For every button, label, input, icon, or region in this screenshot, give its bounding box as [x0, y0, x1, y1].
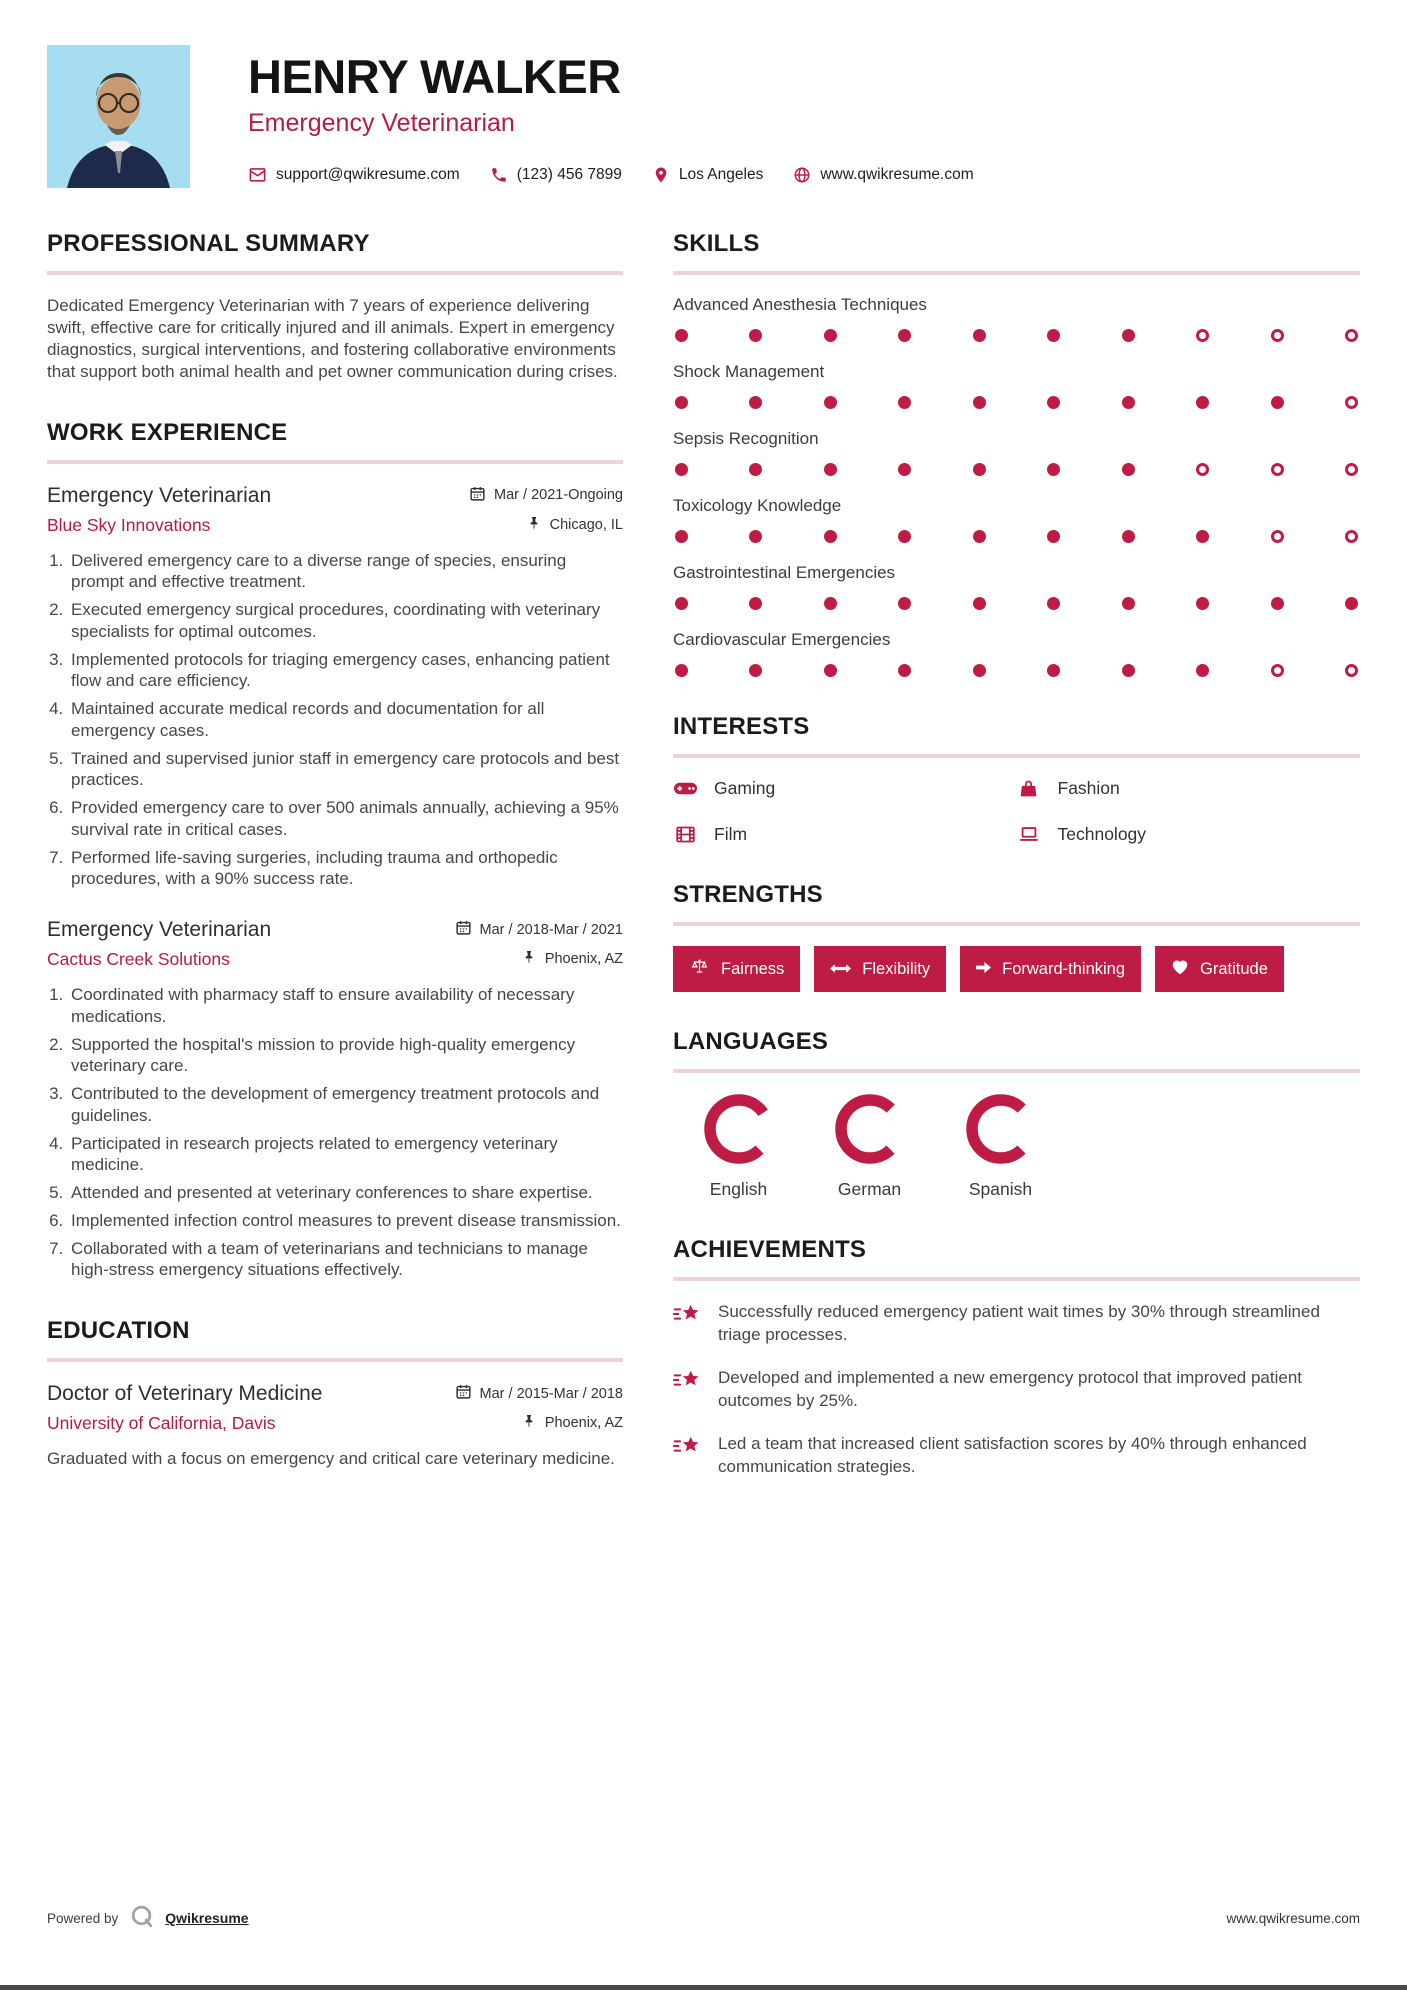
job-bullet: 7. Performed life-saving surgeries, including trauma and orthopedic procedures, with a 90% success rate.: [68, 847, 623, 891]
strength-label: Forward-thinking: [1002, 959, 1126, 978]
pushpin-icon: [521, 949, 537, 969]
skill-item: [673, 429, 1360, 476]
rating-dot-filled: [898, 396, 911, 409]
education-school: University of California, Davis: [47, 1413, 276, 1434]
arrow-right-icon: [976, 960, 991, 979]
resume-body: [47, 230, 1360, 1515]
section-heading: SKILLS: [673, 230, 760, 257]
education-dates: Mar / 2015-Mar / 2018: [479, 1385, 623, 1402]
rating-dot-filled: [675, 530, 688, 543]
education-location: Phoenix, AZ: [544, 1415, 623, 1432]
job-bullet: 2. Supported the hospital's mission to provide high-quality emergency veterinary care.: [68, 1034, 623, 1078]
experience-title: Emergency Veterinarian: [47, 483, 272, 507]
language-item: [804, 1093, 935, 1200]
rating-dot-filled: [1196, 597, 1209, 610]
rating-dot-filled: [749, 597, 762, 610]
education-degree: Doctor of Veterinary Medicine: [47, 1382, 323, 1406]
section-skills: [673, 230, 1360, 677]
name: HENRY WALKER: [248, 50, 621, 103]
interest-item: [1017, 823, 1361, 845]
job-bullet: 1. Delivered emergency care to a diverse range of species, ensuring prompt and effective treatment.: [68, 550, 623, 594]
email-icon: [248, 165, 267, 184]
skill-name: Cardiovascular Emergencies: [673, 630, 891, 649]
qwikresume-logo-icon: [129, 1904, 154, 1932]
section-achievements: [673, 1236, 1360, 1479]
section-divider: [47, 271, 623, 275]
contact-row: [248, 165, 974, 184]
footer: [0, 1904, 1407, 1932]
rating-dot-filled: [749, 329, 762, 342]
rating-dot-filled: [824, 597, 837, 610]
contact-text: www.qwikresume.com: [820, 165, 974, 183]
profile-photo: [47, 45, 190, 188]
rating-dot-empty: [1345, 396, 1358, 409]
rating-dot-filled: [973, 463, 986, 476]
rating-dot-filled: [1196, 530, 1209, 543]
strength-tag: [814, 946, 946, 992]
rating-dot-empty: [1196, 463, 1209, 476]
rating-dot-filled: [1122, 463, 1135, 476]
experience-title: Emergency Veterinarian: [47, 918, 272, 942]
interest-item: [673, 778, 1017, 799]
rating-dot-empty: [1345, 664, 1358, 677]
education-entry: [47, 1382, 623, 1470]
rating-dot-filled: [824, 396, 837, 409]
strength-label: Gratitude: [1200, 959, 1268, 978]
job-bullet: 6. Implemented infection control measures to prevent disease transmission.: [68, 1210, 623, 1232]
profile-photo-image: [47, 45, 190, 188]
experience-location: Phoenix, AZ: [544, 951, 623, 968]
skill-rating: [675, 597, 1358, 610]
interest-item: [1017, 778, 1361, 799]
section-heading: PROFESSIONAL SUMMARY: [47, 230, 370, 257]
contact-text: Los Angeles: [678, 165, 764, 183]
job-title: Emergency Veterinarian: [248, 109, 515, 137]
skill-rating: [675, 329, 1358, 342]
language-name: German: [837, 1179, 902, 1199]
rating-dot-filled: [1047, 396, 1060, 409]
rating-dot-filled: [675, 396, 688, 409]
rating-dot-filled: [1122, 664, 1135, 677]
header: [47, 45, 1360, 188]
skill-name: Sepsis Recognition: [673, 429, 819, 448]
rating-dot-filled: [1122, 597, 1135, 610]
rating-dot-filled: [1196, 664, 1209, 677]
section-education: [47, 1317, 623, 1470]
calendar-icon: [469, 485, 486, 506]
rating-dot-filled: [749, 396, 762, 409]
contact-item[interactable]: [248, 165, 460, 184]
right-column: [673, 230, 1360, 1515]
arrows-icon: [830, 960, 851, 979]
section-divider: [673, 1069, 1360, 1073]
rating-dot-filled: [973, 597, 986, 610]
rating-dot-filled: [749, 463, 762, 476]
section-work-experience: [47, 419, 623, 1282]
shooting-star-icon: [673, 1367, 703, 1412]
rating-dot-filled: [898, 463, 911, 476]
rating-dot-filled: [973, 396, 986, 409]
interest-label: Fashion: [1057, 778, 1120, 798]
achievement-text: Led a team that increased client satisfaction scores by 40% through enhanced communication strategies.: [718, 1434, 1307, 1477]
section-heading: ACHIEVEMENTS: [673, 1236, 867, 1263]
powered-by: [47, 1904, 249, 1932]
achievement-item: [673, 1367, 1360, 1412]
rating-dot-filled: [1345, 597, 1358, 610]
job-bullet: 1. Coordinated with pharmacy staff to ensure availability of necessary medications.: [68, 984, 623, 1028]
skill-name: Gastrointestinal Emergencies: [673, 563, 896, 582]
rating-dot-filled: [1047, 463, 1060, 476]
interest-label: Gaming: [714, 778, 776, 798]
gamepad-icon: [673, 781, 697, 796]
experience-company: Cactus Creek Solutions: [47, 949, 230, 970]
film-icon: [673, 824, 697, 845]
shooting-star-icon: [673, 1433, 703, 1478]
strength-label: Fairness: [721, 959, 785, 978]
rating-dot-filled: [898, 664, 911, 677]
rating-dot-empty: [1271, 664, 1284, 677]
location-icon: [652, 166, 670, 184]
section-professional-summary: [47, 230, 623, 383]
achievement-text: Developed and implemented a new emergency protocol that improved patient outcomes by 25%.: [718, 1368, 1303, 1410]
rating-dot-filled: [1047, 530, 1060, 543]
contact-item: [652, 166, 763, 184]
experience-dates: Mar / 2018-Mar / 2021: [479, 921, 623, 938]
rating-dot-filled: [1122, 530, 1135, 543]
contact-text: (123) 456 7899: [516, 165, 622, 183]
language-name: Spanish: [968, 1179, 1033, 1199]
section-divider: [673, 754, 1360, 758]
language-progress-ring: [834, 1093, 906, 1165]
rating-dot-filled: [824, 664, 837, 677]
job-bullet: 3. Contributed to the development of emergency treatment protocols and guidelines.: [68, 1083, 623, 1127]
section-heading: INTERESTS: [673, 713, 810, 740]
experience-entry: [47, 918, 623, 1281]
experience-dates: Mar / 2021-Ongoing: [494, 487, 623, 504]
skill-item: [673, 563, 1360, 610]
skill-item: [673, 496, 1360, 543]
left-column: [47, 230, 623, 1515]
section-heading: LANGUAGES: [673, 1028, 829, 1055]
language-item: [673, 1093, 804, 1200]
calendar-icon: [455, 919, 472, 940]
skill-rating: [675, 463, 1358, 476]
skill-rating: [675, 396, 1358, 409]
job-bullet: 2. Executed emergency surgical procedures, coordinating with veterinary specialists for optimal outcomes.: [68, 599, 623, 643]
section-divider: [47, 460, 623, 464]
pushpin-icon: [521, 1413, 537, 1433]
rating-dot-empty: [1271, 329, 1284, 342]
rating-dot-filled: [973, 664, 986, 677]
job-bullet: 7. Collaborated with a team of veterinarians and technicians to manage high-stress emergency situations effectively.: [68, 1238, 623, 1282]
rating-dot-filled: [675, 597, 688, 610]
job-bullet: 4. Participated in research projects related to emergency veterinary medicine.: [68, 1133, 623, 1177]
strength-label: Flexibility: [862, 959, 931, 978]
section-divider: [673, 922, 1360, 926]
job-bullet: 5. Trained and supervised junior staff in emergency care protocols and best practices.: [68, 748, 623, 792]
globe-icon: [793, 166, 811, 184]
strength-tag: [960, 946, 1141, 992]
interest-item: [673, 823, 1017, 845]
language-progress-ring: [703, 1093, 775, 1165]
section-divider: [673, 271, 1360, 275]
rating-dot-empty: [1271, 463, 1284, 476]
rating-dot-filled: [824, 530, 837, 543]
language-name: English: [709, 1179, 768, 1199]
contact-item[interactable]: [490, 166, 622, 184]
scales-icon: [689, 957, 710, 981]
rating-dot-filled: [973, 530, 986, 543]
rating-dot-empty: [1345, 463, 1358, 476]
rating-dot-empty: [1345, 530, 1358, 543]
qwikresume-link[interactable]: Qwikresume: [165, 1910, 249, 1926]
rating-dot-filled: [1122, 329, 1135, 342]
skill-name: Advanced Anesthesia Techniques: [673, 295, 927, 314]
rating-dot-empty: [1271, 530, 1284, 543]
experience-company: Blue Sky Innovations: [47, 514, 211, 535]
interest-label: Technology: [1057, 823, 1147, 844]
calendar-icon: [455, 1383, 472, 1404]
rating-dot-filled: [675, 664, 688, 677]
rating-dot-filled: [1271, 396, 1284, 409]
phone-icon: [490, 166, 508, 184]
rating-dot-filled: [898, 530, 911, 543]
rating-dot-filled: [824, 463, 837, 476]
rating-dot-filled: [675, 329, 688, 342]
achievement-text: Successfully reduced emergency patient wait times by 30% through streamlined triage processes.: [718, 1302, 1320, 1344]
skill-name: Shock Management: [673, 362, 825, 381]
experience-bullet-list: [47, 984, 623, 1281]
section-divider: [47, 1358, 623, 1362]
shooting-star-icon: [673, 1301, 703, 1346]
summary-text: Dedicated Emergency Veterinarian with 7 years of experience delivering swift, effective care for critically injured and ill animals. Expert in emergency diagnostics, surgical interventions, and fostering collaborative environments that support both animal health and pet owner communication during crises.: [47, 296, 618, 381]
section-heading: STRENGTHS: [673, 881, 823, 908]
page-bottom-edge: [0, 1985, 1407, 1990]
skill-item: [673, 295, 1360, 342]
education-description: Graduated with a focus on emergency and critical care veterinary medicine.: [47, 1449, 615, 1469]
handbag-icon: [1017, 778, 1041, 799]
rating-dot-filled: [898, 329, 911, 342]
experience-entry: [47, 484, 623, 891]
language-item: [935, 1093, 1066, 1200]
strength-tag: [673, 946, 800, 992]
skill-rating: [675, 530, 1358, 543]
laptop-icon: [1017, 823, 1041, 845]
rating-dot-filled: [1047, 664, 1060, 677]
job-bullet: 6. Provided emergency care to over 500 animals annually, achieving a 95% survival rate in critical cases.: [68, 797, 623, 841]
pushpin-icon: [526, 515, 542, 535]
section-divider: [673, 1277, 1360, 1281]
rating-dot-filled: [973, 329, 986, 342]
achievement-item: [673, 1301, 1360, 1346]
rating-dot-empty: [1196, 329, 1209, 342]
job-bullet: 3. Implemented protocols for triaging emergency cases, enhancing patient flow and care efficiency.: [68, 649, 623, 693]
section-strengths: [673, 881, 1360, 992]
heart-icon: [1171, 959, 1189, 980]
section-heading: WORK EXPERIENCE: [47, 418, 288, 446]
footer-site-link[interactable]: www.qwikresume.com: [1226, 1910, 1360, 1926]
contact-text: support@qwikresume.com: [276, 165, 460, 183]
rating-dot-filled: [824, 329, 837, 342]
experience-bullet-list: [47, 550, 623, 891]
rating-dot-filled: [749, 530, 762, 543]
section-heading: EDUCATION: [47, 1317, 190, 1345]
rating-dot-filled: [749, 664, 762, 677]
rating-dot-filled: [675, 463, 688, 476]
rating-dot-filled: [1196, 396, 1209, 409]
skill-name: Toxicology Knowledge: [673, 496, 842, 515]
contact-item[interactable]: [793, 166, 973, 184]
rating-dot-filled: [1122, 396, 1135, 409]
skill-item: [673, 630, 1360, 677]
section-languages: [673, 1028, 1360, 1200]
interest-label: Film: [714, 823, 748, 844]
rating-dot-filled: [1047, 597, 1060, 610]
section-interests: [673, 713, 1360, 845]
skill-item: [673, 362, 1360, 409]
rating-dot-filled: [1271, 597, 1284, 610]
strength-tag: [1155, 946, 1284, 992]
rating-dot-filled: [1047, 329, 1060, 342]
achievement-item: [673, 1433, 1360, 1478]
rating-dot-empty: [1345, 329, 1358, 342]
job-bullet: 5. Attended and presented at veterinary conferences to share expertise.: [68, 1182, 623, 1204]
rating-dot-filled: [898, 597, 911, 610]
skill-rating: [675, 664, 1358, 677]
language-progress-ring: [965, 1093, 1037, 1165]
powered-by-label: Powered by: [47, 1910, 119, 1926]
job-bullet: 4. Maintained accurate medical records and documentation for all emergency cases.: [68, 698, 623, 742]
experience-location: Chicago, IL: [549, 516, 623, 533]
